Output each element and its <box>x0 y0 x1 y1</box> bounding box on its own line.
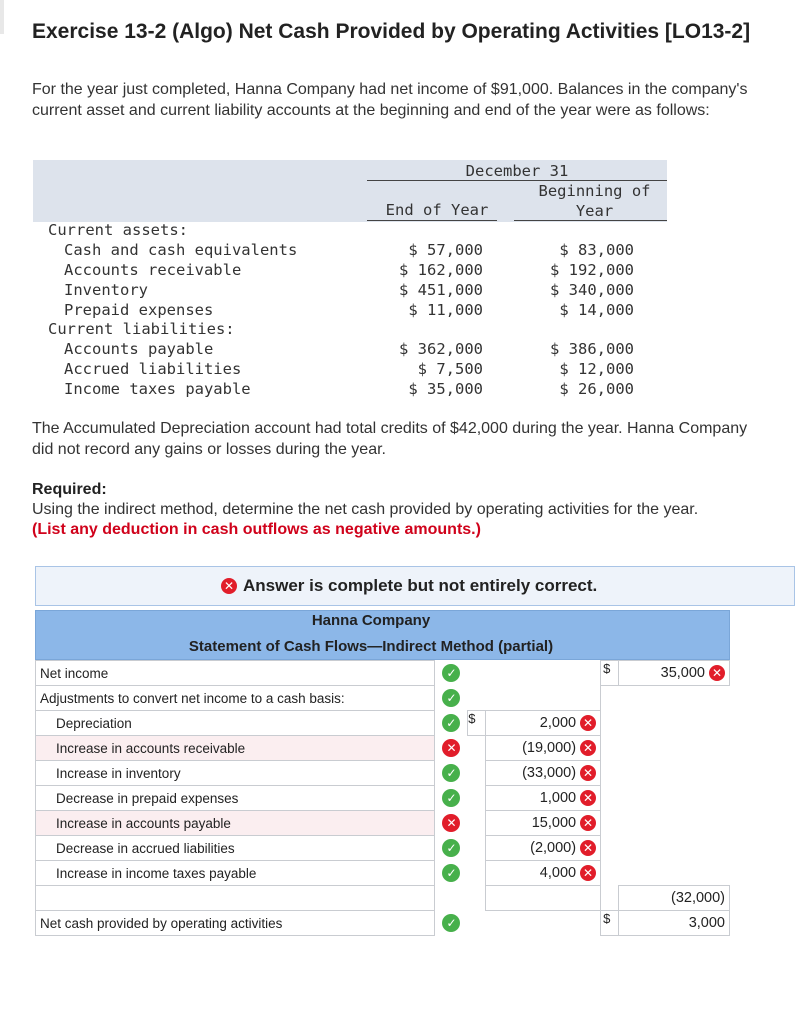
currency-symbol: $ <box>601 911 619 936</box>
check-icon: ✓ <box>442 839 460 857</box>
balances-row-label: Prepaid expenses <box>64 301 214 319</box>
adjustment-value: (2,000) <box>530 840 577 856</box>
table-row <box>36 686 730 711</box>
incorrect-icon: ✕ <box>580 840 596 856</box>
check-icon: ✓ <box>442 764 460 782</box>
table-row <box>36 911 730 936</box>
total-adjustments-value[interactable]: (32,000) <box>619 886 730 911</box>
check-icon: ✓ <box>442 714 460 732</box>
incorrect-icon: ✕ <box>580 715 596 731</box>
intro-paragraph: For the year just completed, Hanna Company had net income of $91,000. Balances in the company's current asset and current liability accounts at the beginning and end of the year were as follows: <box>32 81 748 119</box>
table-row <box>36 736 730 761</box>
balances-header-december: December 31 <box>465 162 569 180</box>
balances-row-label: Accounts receivable <box>64 261 242 279</box>
cash-flow-table <box>35 660 730 936</box>
balances-row-end: $ 57,000 <box>408 241 483 259</box>
check-icon: ✓ <box>442 664 460 682</box>
table-row <box>36 761 730 786</box>
check-icon: ✓ <box>442 914 460 932</box>
adjustment-value: (33,000) <box>522 765 577 781</box>
depreciation-note: The Accumulated Depreciation account had total credits of $42,000 during the year. Hanna Company did not record any gains or losses during the year. <box>32 420 748 458</box>
row-label[interactable]: Increase in inventory <box>36 761 435 786</box>
incorrect-icon: ✕ <box>580 740 596 756</box>
balances-row-end: $ 162,000 <box>399 261 483 279</box>
incorrect-icon: ✕ <box>442 814 460 832</box>
incorrect-icon: ✕ <box>580 765 596 781</box>
table-row <box>36 861 730 886</box>
balances-col-begin-rule <box>514 220 667 221</box>
incorrect-icon: ✕ <box>580 865 596 881</box>
required-text: Using the indirect method, determine the net cash provided by operating activities for the year. <box>32 501 699 518</box>
check-icon: ✓ <box>442 864 460 882</box>
required-note: (List any deduction in cash outflows as negative amounts.) <box>32 521 481 538</box>
table-row <box>36 811 730 836</box>
adjustment-value: 15,000 <box>531 815 577 831</box>
table-row <box>36 886 730 911</box>
answer-banner-text <box>221 576 597 596</box>
incorrect-icon: ✕ <box>221 578 237 594</box>
check-icon: ✓ <box>442 689 460 707</box>
balances-col-end-rule <box>367 220 497 221</box>
row-label[interactable]: Increase in income taxes payable <box>36 861 435 886</box>
balances-col-end: End of Year <box>385 201 489 219</box>
row-label[interactable]: Increase in accounts receivable <box>36 736 435 761</box>
row-label[interactable]: Depreciation <box>36 711 435 736</box>
statement-title: Statement of Cash Flows—Indirect Method (partial) <box>188 638 554 655</box>
balances-row-begin: $ 83,000 <box>559 241 634 259</box>
balances-row-label: Accounts payable <box>64 340 214 358</box>
balances-row-begin: $ 26,000 <box>559 380 634 398</box>
balances-row-end: $ 35,000 <box>408 380 483 398</box>
balances-row-label: Inventory <box>64 281 148 299</box>
balances-row-end: $ 11,000 <box>408 301 483 319</box>
incorrect-icon: ✕ <box>709 665 725 681</box>
table-row <box>36 711 730 736</box>
adjustment-value: 1,000 <box>539 790 577 806</box>
balances-row-begin: $ 14,000 <box>559 301 634 319</box>
table-row <box>36 836 730 861</box>
required-label: Required: <box>32 481 107 498</box>
balances-row-label: Income taxes payable <box>64 380 251 398</box>
statement-company: Hanna Company <box>311 612 431 629</box>
answer-status: Answer is complete but not entirely correct. <box>243 576 598 595</box>
balances-header-rule <box>367 180 667 181</box>
adjustment-value: 4,000 <box>539 865 577 881</box>
row-label[interactable]: Net cash provided by operating activities <box>36 911 435 936</box>
table-row <box>36 661 730 686</box>
incorrect-icon: ✕ <box>580 815 596 831</box>
balances-row-label: Accrued liabilities <box>64 360 242 378</box>
page-left-rule <box>0 0 4 34</box>
balances-row-begin: $ 386,000 <box>550 340 634 358</box>
balances-row-end: $ 451,000 <box>399 281 483 299</box>
adjustment-value: 2,000 <box>539 715 577 731</box>
table-row <box>36 786 730 811</box>
row-label: Adjustments to convert net income to a cash basis: <box>36 686 435 711</box>
balances-section-assets: Current assets: <box>48 221 188 239</box>
row-label[interactable] <box>36 886 435 911</box>
row-label[interactable]: Net income <box>36 661 435 686</box>
net-cash-value[interactable]: 3,000 <box>619 911 730 936</box>
balances-row-begin: $ 192,000 <box>550 261 634 279</box>
row-label[interactable]: Increase in accounts payable <box>36 811 435 836</box>
row-label[interactable]: Decrease in accrued liabilities <box>36 836 435 861</box>
page-title: Exercise 13-2 (Algo) Net Cash Provided by Operating Activities [LO13-2] <box>32 20 751 43</box>
currency-symbol: $ <box>601 661 619 686</box>
net-income-value: 35,000 <box>660 665 705 681</box>
balances-row-label: Cash and cash equivalents <box>64 241 298 259</box>
balances-row-begin: $ 340,000 <box>550 281 634 299</box>
balances-col-begin: Beginning of Year <box>538 182 651 220</box>
incorrect-icon: ✕ <box>580 790 596 806</box>
balances-section-liabilities: Current liabilities: <box>48 320 235 338</box>
balances-row-end: $ 362,000 <box>399 340 483 358</box>
adjustment-value: (19,000) <box>522 740 577 756</box>
check-icon: ✓ <box>442 789 460 807</box>
balances-row-begin: $ 12,000 <box>559 360 634 378</box>
currency-symbol: $ <box>468 711 486 736</box>
incorrect-icon: ✕ <box>442 739 460 757</box>
balances-row-end: $ 7,500 <box>417 360 483 378</box>
row-label[interactable]: Decrease in prepaid expenses <box>36 786 435 811</box>
